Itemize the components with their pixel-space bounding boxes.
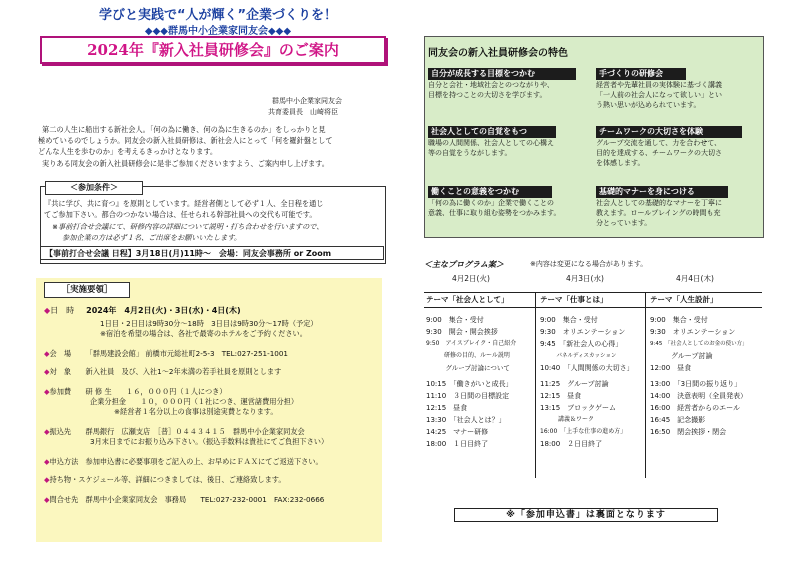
day-2-theme: テーマ「仕事とは」 xyxy=(540,295,608,304)
schedule-item: 9:50 アイスブレイク・自己紹介 xyxy=(426,340,517,347)
schedule-item: 9:00 集合・受付 xyxy=(650,316,708,324)
outline-value: 企業分担金 １０，０００円（１社につき、運営諸費用分担） xyxy=(90,397,299,406)
program-heading: ＜主なプログラム案＞ xyxy=(424,260,504,269)
features-heading: 同友会の新入社員研修会の特色 xyxy=(428,48,568,59)
feature-body: 教えます。ロールプレイングの時間も充 xyxy=(596,209,721,217)
signature-person: 共育委員長 山崎将臣 xyxy=(268,108,338,116)
outline-value: 参加申込書に必要事項をご記入の上、お早めにＦＡＸにてご返送下さい。 xyxy=(85,457,323,466)
schedule-item: 12:15 昼食 xyxy=(540,392,582,400)
schedule-item: 11:10 ３日間の目標設定 xyxy=(426,392,510,400)
day-1-theme: テーマ「社会人として」 xyxy=(426,295,509,304)
schedule-item: 11:25 グループ討論 xyxy=(540,380,609,388)
intro-line-1: 第二の人生に船出する新社会人。「何の為に働き、何の為に生きるのか」をしっかりと見 xyxy=(42,125,326,134)
pre-meeting-schedule: 【事前打合せ会議 日程】3月18日(月)11時～ 会場：同友会事務所 or Zoom xyxy=(40,246,384,260)
schedule-item: 16:45 記念撮影 xyxy=(650,416,706,424)
feature-body: 職場の人間関係、社会人としての心構え xyxy=(428,139,554,147)
feature-body: 自分と会社・地域社会とのつながりや、 xyxy=(428,81,554,89)
schedule-item: 9:45 「新社会人の心得」 xyxy=(540,340,623,348)
day-3-theme: テーマ「人生設計」 xyxy=(650,295,718,304)
schedule-item: 10:40 「人間関係の大切さ」 xyxy=(540,364,634,372)
schedule-item: 9:00 集合・受付 xyxy=(540,316,598,324)
schedule-item: 13:30 「社会人とは？」 xyxy=(426,416,506,424)
feature-body: 「何の為に働くのか」企業で働くことの xyxy=(428,199,554,207)
schedule-item: 9:30 オリエンテーション xyxy=(650,328,736,336)
outline-row-target: ◆対 象 新入社員 及び、入社1～2年未満の若手社員を原則とします xyxy=(44,367,282,376)
signature-org: 群馬中小企業家同友会 xyxy=(272,97,342,105)
feature-1 xyxy=(428,68,594,100)
outline-row-date: ◆日 時 2024年 4月2日(火)・3日(水)・4日(木) xyxy=(44,302,380,319)
day-1-date: 4月2日(火) xyxy=(452,274,490,283)
schedule-item: 10:15 「働きがいと成長」 xyxy=(426,380,513,388)
feature-title: 働くことの意義をつかむ xyxy=(428,186,552,198)
conditions-line-1: 『共に学び、共に育つ』を原則としています。経営者側として必ず１人、全日程を通じ xyxy=(44,199,324,208)
feature-title: 基礎的マナーを身につける xyxy=(596,186,728,198)
schedule-item: 18:00 １日目終了 xyxy=(426,440,489,448)
feature-title: チームワークの大切さを体験 xyxy=(596,126,742,138)
program-note: ※内容は変更になる場合があります。 xyxy=(530,260,648,268)
outline-heading: ［実施要領］ xyxy=(44,282,130,298)
outline-label: 申込方法 xyxy=(49,457,79,466)
column-divider xyxy=(645,292,646,478)
outline-value: ※経営者１名分以上の食事は別途実費となります。 xyxy=(114,407,278,416)
day-3-date: 4月4日(木) xyxy=(676,274,714,283)
feature-body: う熱い思いが込められています。 xyxy=(596,101,701,109)
outline-value: 1日目・2日目は9時30分～18時 3日目は9時30分～17時（予定） xyxy=(100,319,318,328)
feature-body: 分とっています。 xyxy=(596,219,652,227)
feature-body: 経営者や先輩社員の実体験に基づく講義 xyxy=(596,81,722,89)
outline-row-fee: ◆参加費 研 修 生 １６，０００円（１人につき） xyxy=(44,387,227,396)
day-3-schedule xyxy=(650,314,762,438)
day-1-schedule xyxy=(426,314,534,450)
slogan: 学びと実践で“人が輝く”企業づくりを！ xyxy=(98,8,338,23)
outline-label: 会 場 xyxy=(49,349,72,358)
feature-body: グループ交流を通して、力を合わせて、 xyxy=(596,139,722,147)
schedule-item: 研修の目的、ルール説明 xyxy=(426,352,510,359)
feature-body: 目標を持つことの大切さを学びます。 xyxy=(428,91,547,99)
feature-2 xyxy=(596,68,762,110)
feature-4 xyxy=(596,126,762,168)
day-2-date: 4月3日(水) xyxy=(566,274,604,283)
schedule-item: 13:15 ブロックゲーム xyxy=(540,404,617,412)
feature-title: 自分が成長する目標をつかむ xyxy=(428,68,576,80)
schedule-item: 13:00 「3日間の振り返り」 xyxy=(650,380,742,388)
outline-value: 2024年 4月2日(火)・3日(水)・4日(木) xyxy=(86,306,241,315)
schedule-item: 9:30 オリエンテーション xyxy=(540,328,626,336)
schedule-item: グループ討論 xyxy=(650,352,713,360)
schedule-item: 講義＆ワーク xyxy=(540,416,595,423)
outline-value: 3月末日までにお振り込み下さい。（振込手数料は貴社にてご負担下さい） xyxy=(90,437,329,446)
page-title: 2024年『新入社員研修会』のご案内 xyxy=(40,36,386,64)
schedule-item: 9:00 集合・受付 xyxy=(426,316,484,324)
schedule-item: 14:00 決意表明（全員発表） xyxy=(650,392,748,400)
outline-value: 研 修 生 １６，０００円（１人につき） xyxy=(85,387,227,396)
intro-line-4: 実りある同友会の新入社員研修会に是非ご参加くださいますよう、ご案内申し上げます。 xyxy=(42,159,329,168)
outline-value: 「群馬建設会館」 前橋市元総社町2-5-3 TEL:027-251-1001 xyxy=(85,349,288,358)
feature-body: 目的を達成する、チームワークの大切さ xyxy=(596,149,722,157)
conditions-line-4: 参加企業の方は必ず１名、ご出席をお願いいたします。 xyxy=(62,233,242,242)
schedule-item: 12:00 昼食 xyxy=(650,364,692,372)
day-2-schedule xyxy=(540,314,644,450)
feature-5 xyxy=(428,186,594,218)
outline-row-bank: ◆振込先 群馬銀行 広瀬支店 ［普］０４４３４１５ 群馬中小企業家同友会 xyxy=(44,427,305,436)
outline-label: 振込先 xyxy=(49,427,72,436)
conditions-heading: ＜参加条件＞ xyxy=(45,181,143,195)
schedule-item: 16:00 「上手な仕事の進め方」 xyxy=(540,428,627,435)
schedule-item: グループ討論について xyxy=(426,364,510,372)
outline-value: ※宿泊を希望の場合は、各社で最寄のホテルをご予約ください。 xyxy=(100,329,307,338)
outline-row xyxy=(44,407,380,427)
outline-row xyxy=(44,437,380,457)
feature-body: を体感します。 xyxy=(596,159,645,167)
feature-body: 意義、仕事に取り組む姿勢をつかみます。 xyxy=(428,209,561,217)
outline-row-apply: ◆申込方法 参加申込書に必要事項をご記入の上、お早めにＦＡＸにてご返送下さい。 xyxy=(44,457,323,466)
conditions-line-3: ※事前打合せ会議にて、研修内容の詳細について説明・打ち合わせを行いますので、 xyxy=(52,222,324,231)
schedule-item: 16:50 閉会挨拶・閉会 xyxy=(650,428,727,436)
outline-row-items: ◆持ち物・スケジュール等、詳細につきましては、後日、ご連絡致します。 xyxy=(44,475,286,484)
schedule-item: 14:25 マナー研修 xyxy=(426,428,489,436)
outline-label: 参加費 xyxy=(49,387,72,396)
feature-title: 手づくりの研修会 xyxy=(596,68,686,80)
outline-row-contact: ◆問合せ先 群馬中小企業家同友会 事務局 TEL:027-232-0001 FAX:232-0666 xyxy=(44,495,325,504)
organizer-line: ◆◆◆群馬中小企業家同友会◆◆◆ xyxy=(144,26,292,37)
schedule-item: パネルディスカッション xyxy=(540,353,617,359)
schedule-item: 18:00 ２日目終了 xyxy=(540,440,603,448)
feature-body: 等の自覚をうながします。 xyxy=(428,149,512,157)
outline-value: 新入社員 及び、入社1～2年未満の若手社員を原則とします xyxy=(85,367,282,376)
intro-line-3: どんな人生を歩むのか」を考えるきっかけとなります。 xyxy=(38,147,218,156)
outline-value: 群馬中小企業家同友会 事務局 TEL:027-232-0001 FAX:232-0666 xyxy=(85,495,325,504)
outline-row xyxy=(44,329,380,349)
outline-label: 日 時 xyxy=(50,306,75,315)
conditions-line-2: てご参加下さい。都合のつかない場合は、任せられる幹部社員への交代も可能です。 xyxy=(44,210,317,219)
feature-body: 社会人としての基礎的なマナーを丁寧に xyxy=(596,199,722,207)
outline-rows xyxy=(44,302,380,505)
feature-3 xyxy=(428,126,594,158)
outline-value: 持ち物・スケジュール等、詳細につきましては、後日、ご連絡致します。 xyxy=(49,475,286,484)
schedule-item: 9:30 開会・開会挨拶 xyxy=(426,328,498,336)
outline-row xyxy=(44,397,380,407)
application-form-note: ※「参加申込書」は裏面となります xyxy=(454,508,718,522)
outline-value: 群馬銀行 広瀬支店 ［普］０４４３４１５ 群馬中小企業家同友会 xyxy=(85,427,305,436)
outline-row-venue: ◆会 場 「群馬建設会館」 前橋市元総社町2-5-3 TEL:027-251-1001 xyxy=(44,349,288,358)
schedule-item: 12:15 昼食 xyxy=(426,404,468,412)
schedule-item: 16:00 経営者からのエール xyxy=(650,404,741,412)
feature-body: 「一人前の社会人になって欲しい」とい xyxy=(596,91,722,99)
intro-line-2: 極めているのでしょうか。同友会の新入社員研修は、新社会人にとって「何を羅針盤として xyxy=(38,136,333,145)
schedule-item: 9:45 「社会人としてのお金の使い方」 xyxy=(650,341,748,347)
column-divider xyxy=(535,292,536,478)
outline-row xyxy=(44,319,380,329)
outline-label: 問合せ先 xyxy=(49,495,79,504)
outline-label: 対 象 xyxy=(49,367,72,376)
feature-title: 社会人としての自覚をもつ xyxy=(428,126,556,138)
feature-6 xyxy=(596,186,762,228)
